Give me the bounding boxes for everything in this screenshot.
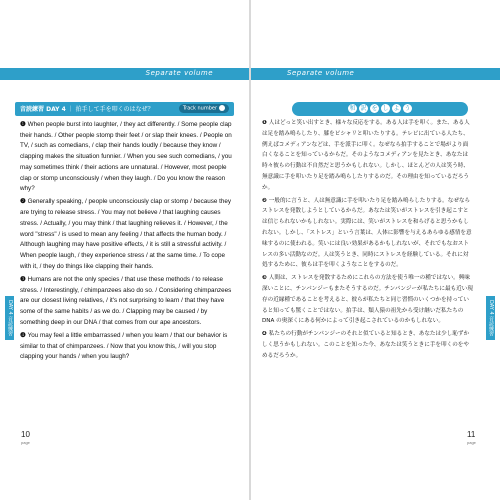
track-label: Track number	[182, 105, 217, 112]
paragraph-number: ❹	[262, 331, 267, 338]
en-paragraph-3	[20, 275, 236, 329]
title-char: 訳	[360, 105, 367, 112]
paragraph-number: ❶	[20, 121, 26, 128]
paragraph-text: When people burst into laughter, / they act differently. / Some people clap their hands. / Other people stomp their feet / or slap their knees. / People on TV, / such as comedians, / clap their hands loudly / because they know / clapping makes the situation funnier. / When you see such comedians, / you may sometimes think / their actions are unnatural. / However, most people clap or stomp unconsciously / when they laugh. / Do you know the reason why?	[20, 121, 232, 193]
title-char: を	[371, 105, 378, 112]
title-char: し	[382, 105, 389, 112]
paragraph-text: You may feel a little embarrassed / when you learn / that our behavior is similar to that of chimpanzees. / Now that you know this, / will you stop clapping your hands / when you laugh?	[20, 331, 228, 361]
left-header-label: Separate volume	[145, 69, 213, 77]
title-char: 和	[349, 105, 356, 112]
left-page-number	[21, 430, 30, 445]
english-text	[20, 120, 236, 365]
title-prefix: 音読練習 DAY 4	[20, 106, 66, 113]
paragraph-number: ❷	[262, 197, 267, 204]
track-number-badge[interactable]	[179, 104, 229, 113]
paragraph-number: ❸	[20, 275, 26, 283]
paragraph-text: 私たちの行動がチンパンジーのそれと似ていると知るとき、あなたは少し恥ずかしく思うかもしれない。このことを知った今、あなたは笑うときに手を叩くのをやめるだろうか。	[262, 331, 470, 359]
en-paragraph-4	[20, 331, 236, 363]
paragraph-text: Generally speaking, / people unconsciously clap or stomp / because they are trying to release stress. / You may not believe / that laughing causes stress. / Actually, / you may think / that laughing relieves it. / However, / the word "stress" / is used to mean any feeling / that affects the human body. / Although laughing may have positive effects, / it is still a stressful activity. / When people laugh, / they experience stress / at the same time. / To cope with it, / they do things like clapping their hands.	[20, 198, 232, 270]
right-header-band	[251, 68, 500, 80]
paragraph-text: 人間は、ストレスを発散するためにこれらの方法を使う唯一の種ではない。興味深いことに、チンパンジーもまたそうするのだ。チンパンジーが私たちに最も近い現存の近縁種であることを考えると、彼らが私たちと同じ習慣のいくつかを持っていると知っても驚くことではない。拍手は、類人猿の祖先から受け継いだ私たちの DNA の奥深くにある何かによって引き起こされているのかもしれない。	[262, 275, 473, 325]
paragraph-number: ❹	[20, 331, 26, 339]
right-header-label: Separate volume	[287, 69, 355, 77]
jp-paragraph-1	[262, 118, 473, 194]
paragraph-text: Humans are not the only species / that use these methods / to release stress. / Interestingly, / chimpanzees also do so. / Considering chimpanzees are our closest living relatives, / it's not surprising to learn / that they have some of the same habits / as we do. / Clapping may be caused / by something deep in our DNA / that comes from our ape ancestors.	[20, 275, 232, 326]
page-sub: page	[467, 440, 476, 445]
paragraph-number: ❸	[262, 275, 267, 282]
left-title: 音読練習 DAY 4 ｜ 拍手して手を叩くのはなぜ？	[20, 106, 154, 113]
page-sub: page	[21, 440, 30, 445]
jp-paragraph-4	[262, 329, 473, 361]
right-title	[347, 104, 413, 113]
paragraph-text: 一般的に言うと、人は無意識に手を叩いたり足を踏み鳴らしたりする。なぜならストレスを発散しようとしているからだ。あなたは笑いがストレスを引き起こすとは信じられないかもしれない。実際には、笑いがストレスを和らげると思うかもしれない。しかし、「ストレス」という言葉は、人体に影響を与えるあらゆる感情を意味するのに使われる。笑いには良い効果があるかもしれないが、それでもなおストレスの多い活動なのだ。人は笑うとき、同時にストレスを経験している。それに対処するために、彼らは手を叩くようなことをするのだ。	[262, 197, 472, 269]
page-number: 10	[21, 430, 30, 439]
left-title-bar	[15, 102, 234, 116]
en-paragraph-1	[20, 120, 236, 195]
en-paragraph-2	[20, 197, 236, 272]
right-title-bar	[292, 102, 468, 116]
title-char: う	[404, 105, 411, 112]
right-side-tab: DAY 4 音読練習	[486, 296, 495, 340]
left-header-band	[0, 68, 249, 80]
jp-paragraph-2	[262, 196, 473, 272]
paragraph-text: 人はどっと笑い出すとき、様々な反応をする。ある人は手を叩く。また、ある人は足を踏み鳴らしたり、膝をピシャリと叩いたりする。テレビに出ている人たち、例えばコメディアンなどは、手を派手に叩く。なぜなら拍手することで場がより面白くなることを知っているからだ。そのようなコメディアンを見たとき、あなたは時々彼らの行動は不自然だと思うかもしれない。しかし、ほとんどの人は笑う時、無意識に手を叩いたり足を踏み鳴らしたりするのだ。その理由を知っているだろうか。	[262, 120, 470, 191]
left-side-tab: DAY 4 音読練習	[5, 296, 14, 340]
paragraph-number: ❶	[262, 120, 267, 126]
audio-icon	[219, 105, 225, 111]
title-char: よ	[393, 105, 400, 112]
right-page-number	[467, 430, 476, 445]
title-main: 拍手して手を叩くのはなぜ？	[75, 106, 154, 113]
page-number: 11	[467, 430, 476, 439]
paragraph-number: ❷	[20, 198, 26, 206]
japanese-text	[262, 118, 473, 364]
jp-paragraph-3	[262, 273, 473, 327]
